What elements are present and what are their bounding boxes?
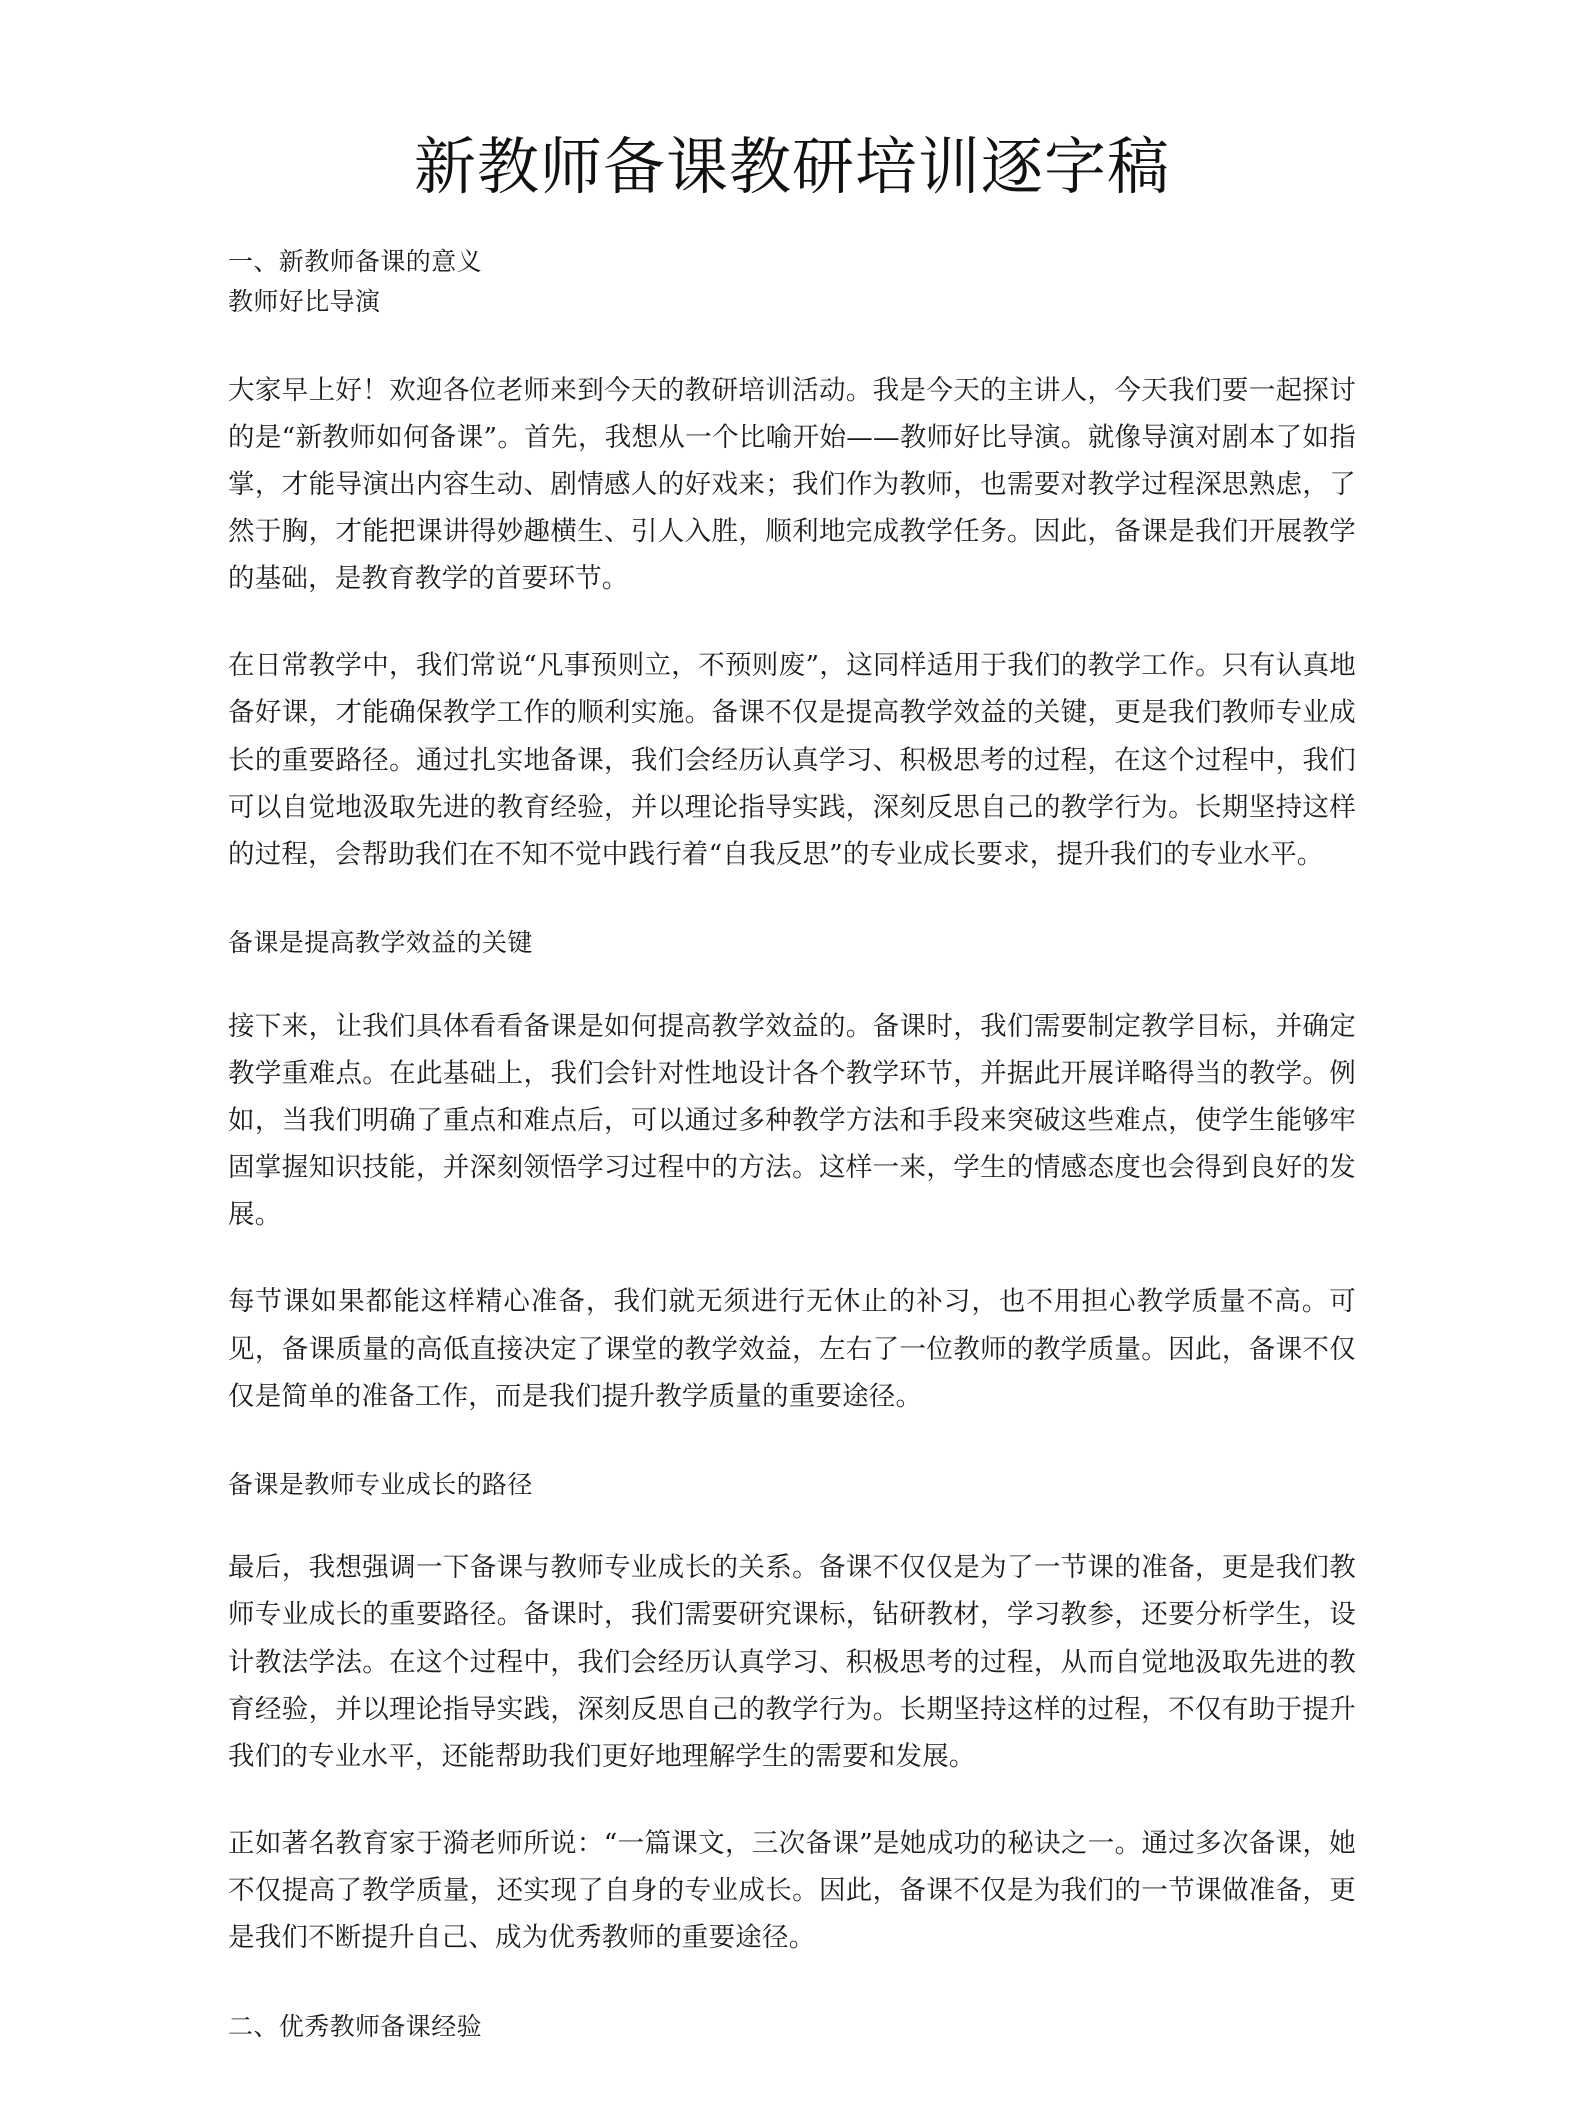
- paragraph-yuyi-quote: 正如著名教育家于漪老师所说：“一篇课文，三次备课”是她成功的秘诀之一。通过多次备课，她不仅提高了教学质量，还实现了自身的专业成长。因此，备课不仅是为我们的一节课做准备，更是我们不断提升自己、成为优秀教师的重要途径。: [228, 1828, 1356, 1954]
- spacer: [228, 1780, 1356, 1820]
- spacer: [228, 602, 1356, 642]
- spacer: [228, 1420, 1356, 1464]
- subheading-teacher-as-director: 教师好比导演: [228, 287, 381, 316]
- paragraph-careful-preparation: 每节课如果都能这样精心准备，我们就无须进行无休止的补习，也不用担心教学质量不高。可见，备课质量的高低直接决定了课堂的教学效益，左右了一位教师的教学质量。因此，备课不仅仅是简单的准备工作，而是我们提升教学质量的重要途径。: [228, 1286, 1356, 1412]
- subheading-growth-path: 备课是教师专业成长的路径: [228, 1469, 533, 1499]
- spacer: [228, 1238, 1356, 1278]
- paragraph-daily-teaching: 在日常教学中，我们常说“凡事预则立，不预则废”，这同样适用于我们的教学工作。只有认真地备好课，才能确保教学工作的顺利实施。备课不仅是提高教学效益的关键，更是我们教师专业成长的重要路径。通过扎实地备课，我们会经历认真学习、积极思考的过程，在这个过程中，我们可以自觉地汲取先进的教育经验，并以理论指导实践，深刻反思自己的教学行为。长期坚持这样的过程，会帮助我们在不知不觉中践行着“自我反思”的专业成长要求，提升我们的专业水平。: [228, 650, 1356, 870]
- section-heading-one: 一、新教师备课的意义: [228, 246, 483, 276]
- section-heading-two: 二、优秀教师备课经验: [228, 2011, 483, 2041]
- document-content: [228, 0, 1356, 2048]
- spacer: [228, 965, 1356, 1003]
- page-title: 新教师备课教研培训逐字稿: [413, 130, 1170, 203]
- paragraph-how-to-improve-efficiency: 接下来，让我们具体看看备课是如何提高教学效益的。备课时，我们需要制定教学目标，并确定教学重难点。在此基础上，我们会针对性地设计各个教学环节，并据此开展详略得当的教学。例如，当我们明确了重点和难点后，可以通过多种教学方法和手段来突破这些难点，使学生能够牢固掌握知识技能，并深刻领悟学习过程中的方法。这样一来，学生的情感态度也会得到良好的发展。: [228, 1010, 1356, 1231]
- spacer: [228, 1962, 1356, 2006]
- spacer: [228, 323, 1356, 367]
- spacer: [228, 878, 1356, 922]
- paragraph-professional-growth: 最后，我想强调一下备课与教师专业成长的关系。备课不仅仅是为了一节课的准备，更是我们教师专业成长的重要路径。备课时，我们需要研究课标，钻研教材，学习教参，还要分析学生，设计教法学法。在这个过程中，我们会经历认真学习、积极思考的过程，从而自觉地汲取先进的教育经验，并以理论指导实践，深刻反思自己的教学行为。长期坚持这样的过程，不仅有助于提升我们的专业水平，还能帮助我们更好地理解学生的需要和发展。: [228, 1552, 1356, 1772]
- subheading-efficiency-key: 备课是提高教学效益的关键: [228, 928, 533, 958]
- spacer: [228, 1506, 1356, 1544]
- paragraph-welcome: 大家早上好！欢迎各位老师来到今天的教研培训活动。我是今天的主讲人，今天我们要一起探讨的是“新教师如何备课”。首先，我想从一个比喻开始——教师好比导演。就像导演对剧本了如指掌，才能导演出内容生动、剧情感人的好戏来；我们作为教师，也需要对教学过程深思熟虑，了然于胸，才能把课讲得妙趣横生、引人入胜，顺利地完成教学任务。因此，备课是我们开展教学的基础，是教育教学的首要环节。: [228, 374, 1356, 595]
- lead-heading-group: [228, 242, 1356, 323]
